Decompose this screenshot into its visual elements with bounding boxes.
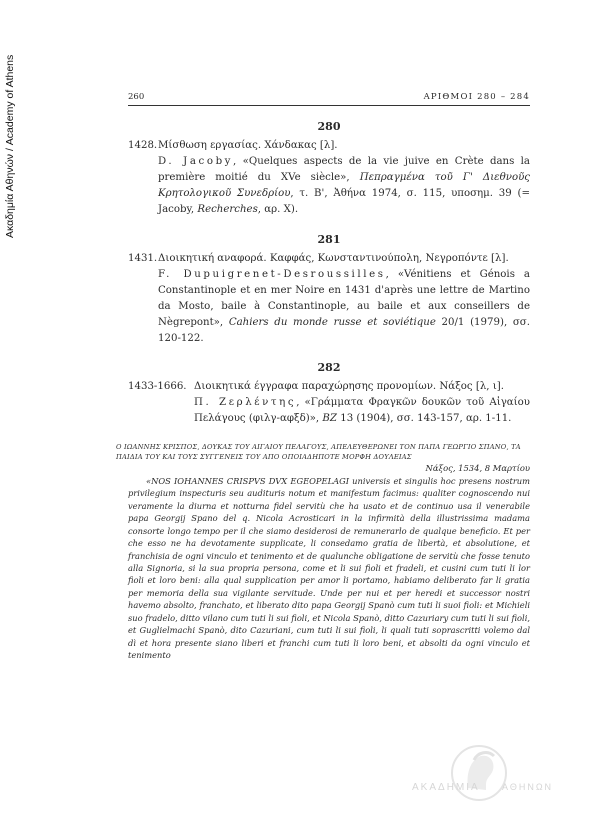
entry-number: 280 (317, 120, 341, 133)
entry-id: 1428. (128, 140, 158, 151)
entry-title: Διοικητικά έγγραφα παραχώρησης προνομίων. Νάξος [λ, ι]. (194, 381, 504, 393)
watermark-text-right: ΑΘΗΝΩΝ (502, 782, 554, 792)
watermark-text-left: ΑΚΑΔΗΜΙΑ (412, 782, 480, 793)
document-date: Νάξος, 1534, 8 Μαρτίου (425, 462, 530, 473)
athena-seal-icon (450, 744, 508, 802)
entry-citation: D. Jacoby, «Quelques aspects de la vie juive en Crète dans la première moitié du XVe siècle», Πεπραγμένα τοῦ Γ' Διεθνοῦς Κρητολογικοῦ Συνεδρίου, τ. Β', Ἀθήνα 1974, σ. 115, υποσημ. 39 (= Jacoby, Recherches, αρ. X). (158, 156, 531, 216)
document-text: «NOS IOHANNES CRISPVS DVX EGEOPELAGI universis et singulis hoc presens nostrum privilegium inspecturis seu audituris notum et manifestum facimus: qualiter cognoscendo nui veramente la diurna et notturna fidel servitù che ha usato et de continuo usa il venerabile papa Georgij Spano del q. Nicola Acrosticari in la infirmità della illustrissima madama consorte longo tempo per il che siamo desiderosi de remunerarlo de qualque beneficio. Et per che esso ne ha devotamente supplicate, li consedamo gratia de libertà, et absolutione, et franchisia de ogni vinculo et tenimento et de qualunche obligatione de servitù che fosse tenuto alla Signoria, si la sua propria persona, come et li sui fioli et fradeli, et cusini cum tuti li lor fioli et loro beni: alla qual supplication per amor li portamo, habiamo deliberato far li gratia per memoria della sua vigilante servitude. Unde per nui et per heredi et successor nostri havemo absolto, franchato, et liberato dito papa Georgij Spanò cum tuti li suoi fioli: et Michieli suo fradelo, ditto vilano cum tuti li sui fioli, et Nicola Spanò, ditto Cazuriary cum tuti li sui fioli, et Guglielmachi Spanò, dito Cazuriani, cum tuti li sui fioli, li quali tuti soprascritti volemo dal dì et hora presente siano liberi et franchi cum tuti li loro beni, et absolti da ogni vinculo et tenimento (128, 475, 530, 661)
entry-280 (128, 120, 530, 219)
running-header (128, 92, 530, 106)
journal: Πεπραγμένα τοῦ Γ' Διεθνοῦς Κρητολογικοῦ Συνεδρίου (158, 172, 531, 200)
document-transcription (116, 442, 530, 662)
entry-282 (128, 361, 530, 427)
academy-watermark (412, 744, 572, 810)
entry-title: Μίσθωση εργασίας. Χάνδακας [λ]. (158, 140, 338, 151)
entry-citation: F. Dupuigrenet-Desroussilles, «Vénitiens et Génois a Constantinople et en mer Noire en 1431 d'après une lettre de Martino da Mosto, baile à Constantinople, au baile et aux conseillers de Nègrepont», Cahiers du monde russe et soviétique 20/1 (1979), σσ. 120-122. (158, 268, 530, 345)
journal: BZ (322, 413, 337, 425)
archive-side-label: Ακαδημία Αθηνών / Academy of Athens (4, 54, 16, 238)
book-page (116, 92, 531, 662)
entry-title: Διοικητική αναφορά. Καφφάς, Κωνσταντινούπολη, Νεγροπόντε [λ]. (158, 252, 509, 264)
running-header-title: ΑΡΙΘΜΟΙ 280 – 284 (423, 92, 530, 102)
author: F. Dupuigrenet-Desroussilles (158, 268, 386, 280)
author: D. Jacoby (158, 156, 234, 168)
journal: Cahiers du monde russe et soviétique (228, 316, 436, 328)
entry-number: 282 (317, 361, 341, 375)
entry-number: 281 (317, 232, 341, 246)
entry-id: 1433-1666. (128, 381, 187, 393)
entry-281 (128, 233, 530, 348)
entry-id: 1431. (128, 252, 158, 264)
document-heading: Ο ΙΩΑΝΝΗΣ ΚΡΙΣΠΟΣ, ΔΟΥΚΑΣ ΤΟΥ ΑΙΓΑΙΟΥ ΠΕΛΑΓΟΥΣ, ΑΠΕΛΕΥΘΕΡΩΝΕΙ ΤΟΝ ΠΑΠΑ ΓΕΩΡΓΙΟ ΣΠΑΝΟ, ΤΑ ΠΑΙΔΙΑ ΤΟΥ ΚΑΙ ΤΟΥΣ ΣΥΓΓΕΝΕΙΣ ΤΟΥ ΑΠΟ ΟΠΟΙΑΔΗΠΟΤΕ ΜΟΡΦΗ ΔΟΥΛΕΙΑΣ (116, 442, 521, 462)
entry-citation: Π. Ζερλέντης, «Γράμματα Φραγκῶν δουκῶν τοῦ Αἰγαίου Πελάγους (φιλγ-αφξδ)», BZ 13 (1904), σσ. 143-157, αρ. 1-11. (194, 397, 530, 425)
page-number: 260 (128, 92, 145, 102)
author: Π. Ζερλέντης (194, 397, 297, 409)
